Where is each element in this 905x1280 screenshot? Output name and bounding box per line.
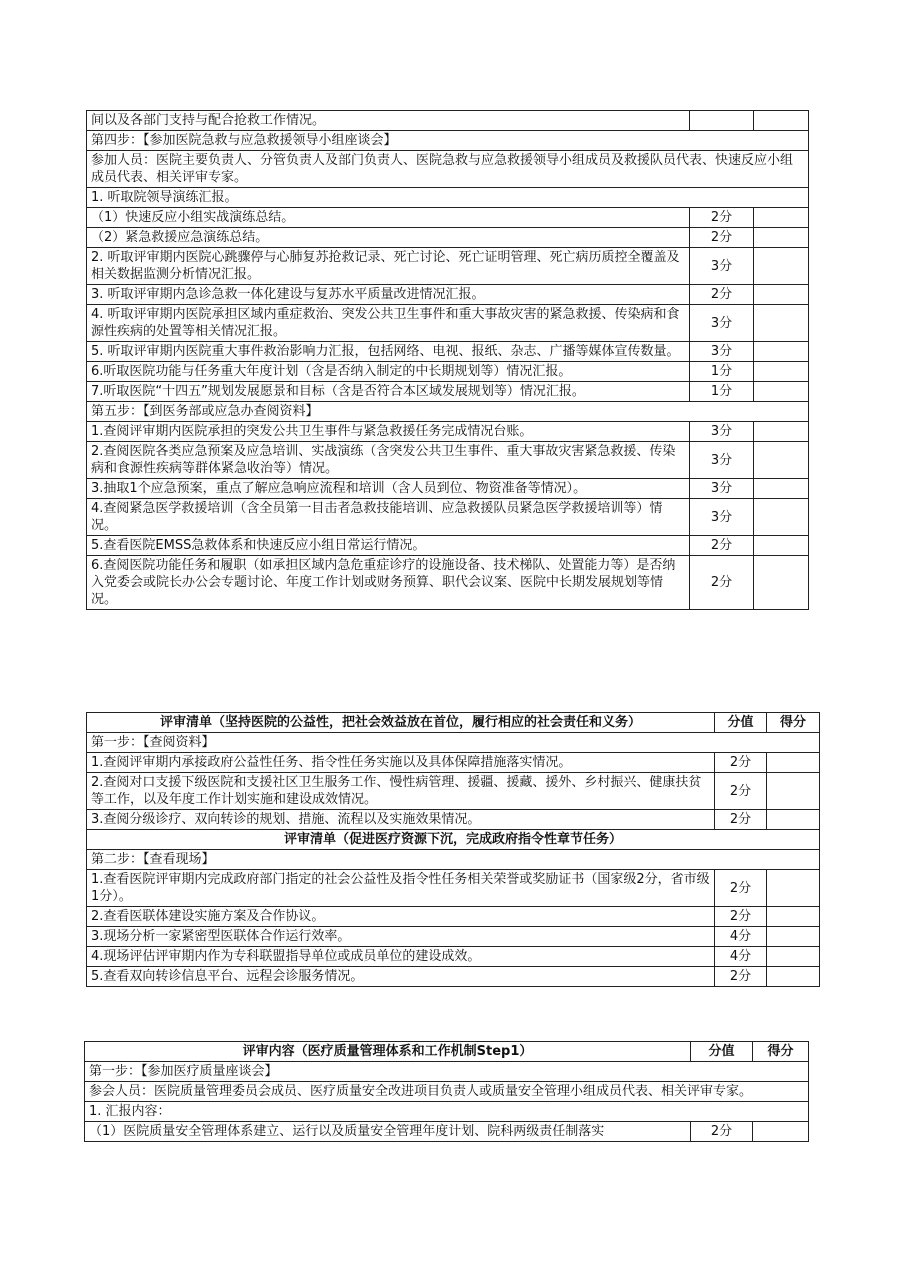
points-cell: [754, 285, 809, 305]
score-cell: 2分: [715, 753, 767, 773]
points-cell: [754, 499, 809, 536]
item-description: 5. 听取评审期内医院重大事件救治影响力汇报，包括网络、电视、报纸、杂志、广播等媒体宣传数量。: [87, 342, 690, 362]
section-step-text: 第五步：【到医务部或应急办查阅资料】: [87, 402, 809, 422]
points-cell: [767, 927, 820, 947]
table-row: [87, 342, 809, 362]
section-subheader: 评审清单（促进医疗资源下沉，完成政府指令性章节任务）: [87, 830, 820, 850]
section-step-text: 第一步：【查阅资料】: [87, 733, 820, 753]
item-description: 5.查看医院EMSS急救体系和快速反应小组日常运行情况。: [87, 536, 690, 556]
item-description: （1）快速反应小组实战演练总结。: [87, 208, 690, 228]
item-description: 6.听取医院功能与任务重大年度计划（含是否纳入制定的中长期规划等）情况汇报。: [87, 362, 690, 382]
table-row: [87, 131, 809, 151]
table-row: [87, 382, 809, 402]
table-row: [85, 1062, 809, 1082]
table-row: [87, 927, 820, 947]
points-cell: [754, 442, 809, 479]
item-description: 4.查阅紧急医学救援培训（含全员第一目击者急救技能培训、应急救援队员紧急医学救援培训等）情况。: [87, 499, 690, 536]
table-row: [87, 850, 820, 870]
score-cell: 2分: [715, 773, 767, 810]
table-row: [87, 285, 809, 305]
score-cell: 2分: [715, 907, 767, 927]
score-cell: 3分: [690, 305, 754, 342]
points-cell: [754, 248, 809, 285]
item-description: 3.抽取1个应急预案，重点了解应急响应流程和培训（含人员到位、物资准备等情况）。: [87, 479, 690, 499]
section-step-text: 1. 听取院领导演练汇报。: [87, 188, 809, 208]
item-description: 4. 听取评审期内医院承担区域内重症救治、突发公共卫生事件和重大事故灾害的紧急救援、传染病和食源性疾病的处置等相关情况汇报。: [87, 305, 690, 342]
item-description: 7.听取医院“十四五”规划发展愿景和目标（含是否符合本区域发展规划等）情况汇报。: [87, 382, 690, 402]
points-cell: [754, 342, 809, 362]
item-description: （1）医院质量安全管理体系建立、运行以及质量安全管理年度计划、院科两级责任制落实: [85, 1122, 691, 1142]
table-row: [87, 870, 820, 907]
item-description: 2.查阅医院各类应急预案及应急培训、实战演练（含突发公共卫生事件、重大事故灾害紧急救援、传染病和食源性疾病等群体紧急收治等）情况。: [87, 442, 690, 479]
score-cell: 2分: [715, 870, 767, 907]
table-row: [87, 228, 809, 248]
score-cell: 2分: [690, 536, 754, 556]
table-row: [87, 422, 809, 442]
score-cell: 2分: [690, 285, 754, 305]
score-cell: 2分: [690, 228, 754, 248]
table-title: 评审清单（坚持医院的公益性，把社会效益放在首位，履行相应的社会责任和义务）: [87, 713, 715, 733]
assessment-table-emergency: [86, 110, 809, 610]
score-column-header: 分值: [691, 1042, 753, 1062]
item-description: 3.现场分析一家紧密型医联体合作运行效率。: [87, 927, 715, 947]
section-step-text: 参加人员：医院主要负责人、分管负责人及部门负责人、医院急救与应急救援领导小组成员及救援队员代表、快速反应小组成员代表、相关评审专家。: [87, 151, 809, 188]
points-cell: [754, 556, 809, 610]
score-cell: 2分: [690, 556, 754, 610]
table-row: [87, 810, 820, 830]
table-row: [87, 362, 809, 382]
score-cell: 3分: [690, 248, 754, 285]
table-row: [87, 151, 809, 188]
points-cell: [767, 810, 820, 830]
item-description: 1.查阅评审期内医院承担的突发公共卫生事件与紧急救援任务完成情况台账。: [87, 422, 690, 442]
points-cell: [754, 422, 809, 442]
score-cell: 3分: [690, 342, 754, 362]
table-row: [87, 479, 809, 499]
score-cell: 1分: [690, 382, 754, 402]
assessment-table-quality-management: [84, 1041, 809, 1142]
points-cell: [754, 479, 809, 499]
score-cell: 3分: [690, 479, 754, 499]
section-step-text: 第二步：【查看现场】: [87, 850, 820, 870]
table-row: [87, 753, 820, 773]
points-cell: [767, 967, 820, 987]
points-cell: [767, 753, 820, 773]
points-cell: [767, 773, 820, 810]
item-description: 2.查看医联体建设实施方案及合作协议。: [87, 907, 715, 927]
table-row: [87, 111, 809, 131]
points-column-header: 得分: [753, 1042, 809, 1062]
score-cell: 3分: [690, 499, 754, 536]
table-row: [85, 1102, 809, 1122]
item-description: 1.查阅评审期内承接政府公益性任务、指令性任务实施以及具体保障措施落实情况。: [87, 753, 715, 773]
table-header-row: [85, 1042, 809, 1062]
points-cell: [767, 870, 820, 907]
assessment-table-public-welfare: [86, 712, 820, 987]
table-row: [87, 773, 820, 810]
table-row: [87, 402, 809, 422]
points-cell: [754, 305, 809, 342]
table-row: [87, 830, 820, 850]
table-row: [85, 1122, 809, 1142]
score-cell: 4分: [715, 947, 767, 967]
item-description: 4.现场评估评审期内作为专科联盟指导单位或成员单位的建设成效。: [87, 947, 715, 967]
section-step-text: 参会人员：医院质量管理委员会成员、医疗质量安全改进项目负责人或质量安全管理小组成员代表、相关评审专家。: [85, 1082, 809, 1102]
table-row: [87, 967, 820, 987]
table-row: [85, 1082, 809, 1102]
table-row: [87, 536, 809, 556]
table-row: [87, 442, 809, 479]
points-cell: [753, 1122, 809, 1142]
item-description: 5.查看双向转诊信息平台、远程会诊服务情况。: [87, 967, 715, 987]
score-cell: 3分: [690, 442, 754, 479]
points-cell: [767, 947, 820, 967]
points-column-header: 得分: [767, 713, 820, 733]
section-step-text: 1. 汇报内容：: [85, 1102, 809, 1122]
table-row: [87, 556, 809, 610]
points-cell: [754, 208, 809, 228]
table-row: [87, 947, 820, 967]
score-cell: 2分: [691, 1122, 753, 1142]
score-cell: 2分: [715, 810, 767, 830]
item-description: 2. 听取评审期内医院心跳骤停与心肺复苏抢救记录、死亡讨论、死亡证明管理、死亡病历质控全覆盖及相关数据监测分析情况汇报。: [87, 248, 690, 285]
item-description: 3. 听取评审期内急诊急救一体化建设与复苏水平质量改进情况汇报。: [87, 285, 690, 305]
item-description: 间以及各部门支持与配合抢救工作情况。: [87, 111, 690, 131]
points-cell: [754, 382, 809, 402]
score-column-header: 分值: [715, 713, 767, 733]
points-cell: [754, 111, 809, 131]
table-row: [87, 188, 809, 208]
table-row: [87, 733, 820, 753]
table-title: 评审内容（医疗质量管理体系和工作机制Step1）: [85, 1042, 691, 1062]
table-row: [87, 907, 820, 927]
section-step-text: 第四步：【参加医院急救与应急救援领导小组座谈会】: [87, 131, 809, 151]
points-cell: [754, 536, 809, 556]
table-header-row: [87, 713, 820, 733]
item-description: （2）紧急救援应急演练总结。: [87, 228, 690, 248]
score-cell: [690, 111, 754, 131]
score-cell: 2分: [715, 967, 767, 987]
section-step-text: 第一步：【参加医疗质量座谈会】: [85, 1062, 809, 1082]
item-description: 6.查阅医院功能任务和履职（如承担区域内急危重症诊疗的设施设备、技术梯队、处置能力等）是否纳入党委会或院长办公会专题讨论、年度工作计划或财务预算、职代会议案、医院中长期发展规划等情况。: [87, 556, 690, 610]
score-cell: 1分: [690, 362, 754, 382]
points-cell: [767, 907, 820, 927]
item-description: 3.查阅分级诊疗、双向转诊的规划、措施、流程以及实施效果情况。: [87, 810, 715, 830]
item-description: 2.查阅对口支援下级医院和支援社区卫生服务工作、慢性病管理、援疆、援藏、援外、乡村振兴、健康扶贫等工作，以及年度工作计划实施和建设成效情况。: [87, 773, 715, 810]
score-cell: 2分: [690, 208, 754, 228]
table-row: [87, 208, 809, 228]
score-cell: 3分: [690, 422, 754, 442]
score-cell: 4分: [715, 927, 767, 947]
table-row: [87, 248, 809, 285]
points-cell: [754, 228, 809, 248]
points-cell: [754, 362, 809, 382]
table-row: [87, 499, 809, 536]
item-description: 1.查看医院评审期内完成政府部门指定的社会公益性及指令性任务相关荣誉或奖励证书（国家级2分，省市级1分）。: [87, 870, 715, 907]
table-row: [87, 305, 809, 342]
